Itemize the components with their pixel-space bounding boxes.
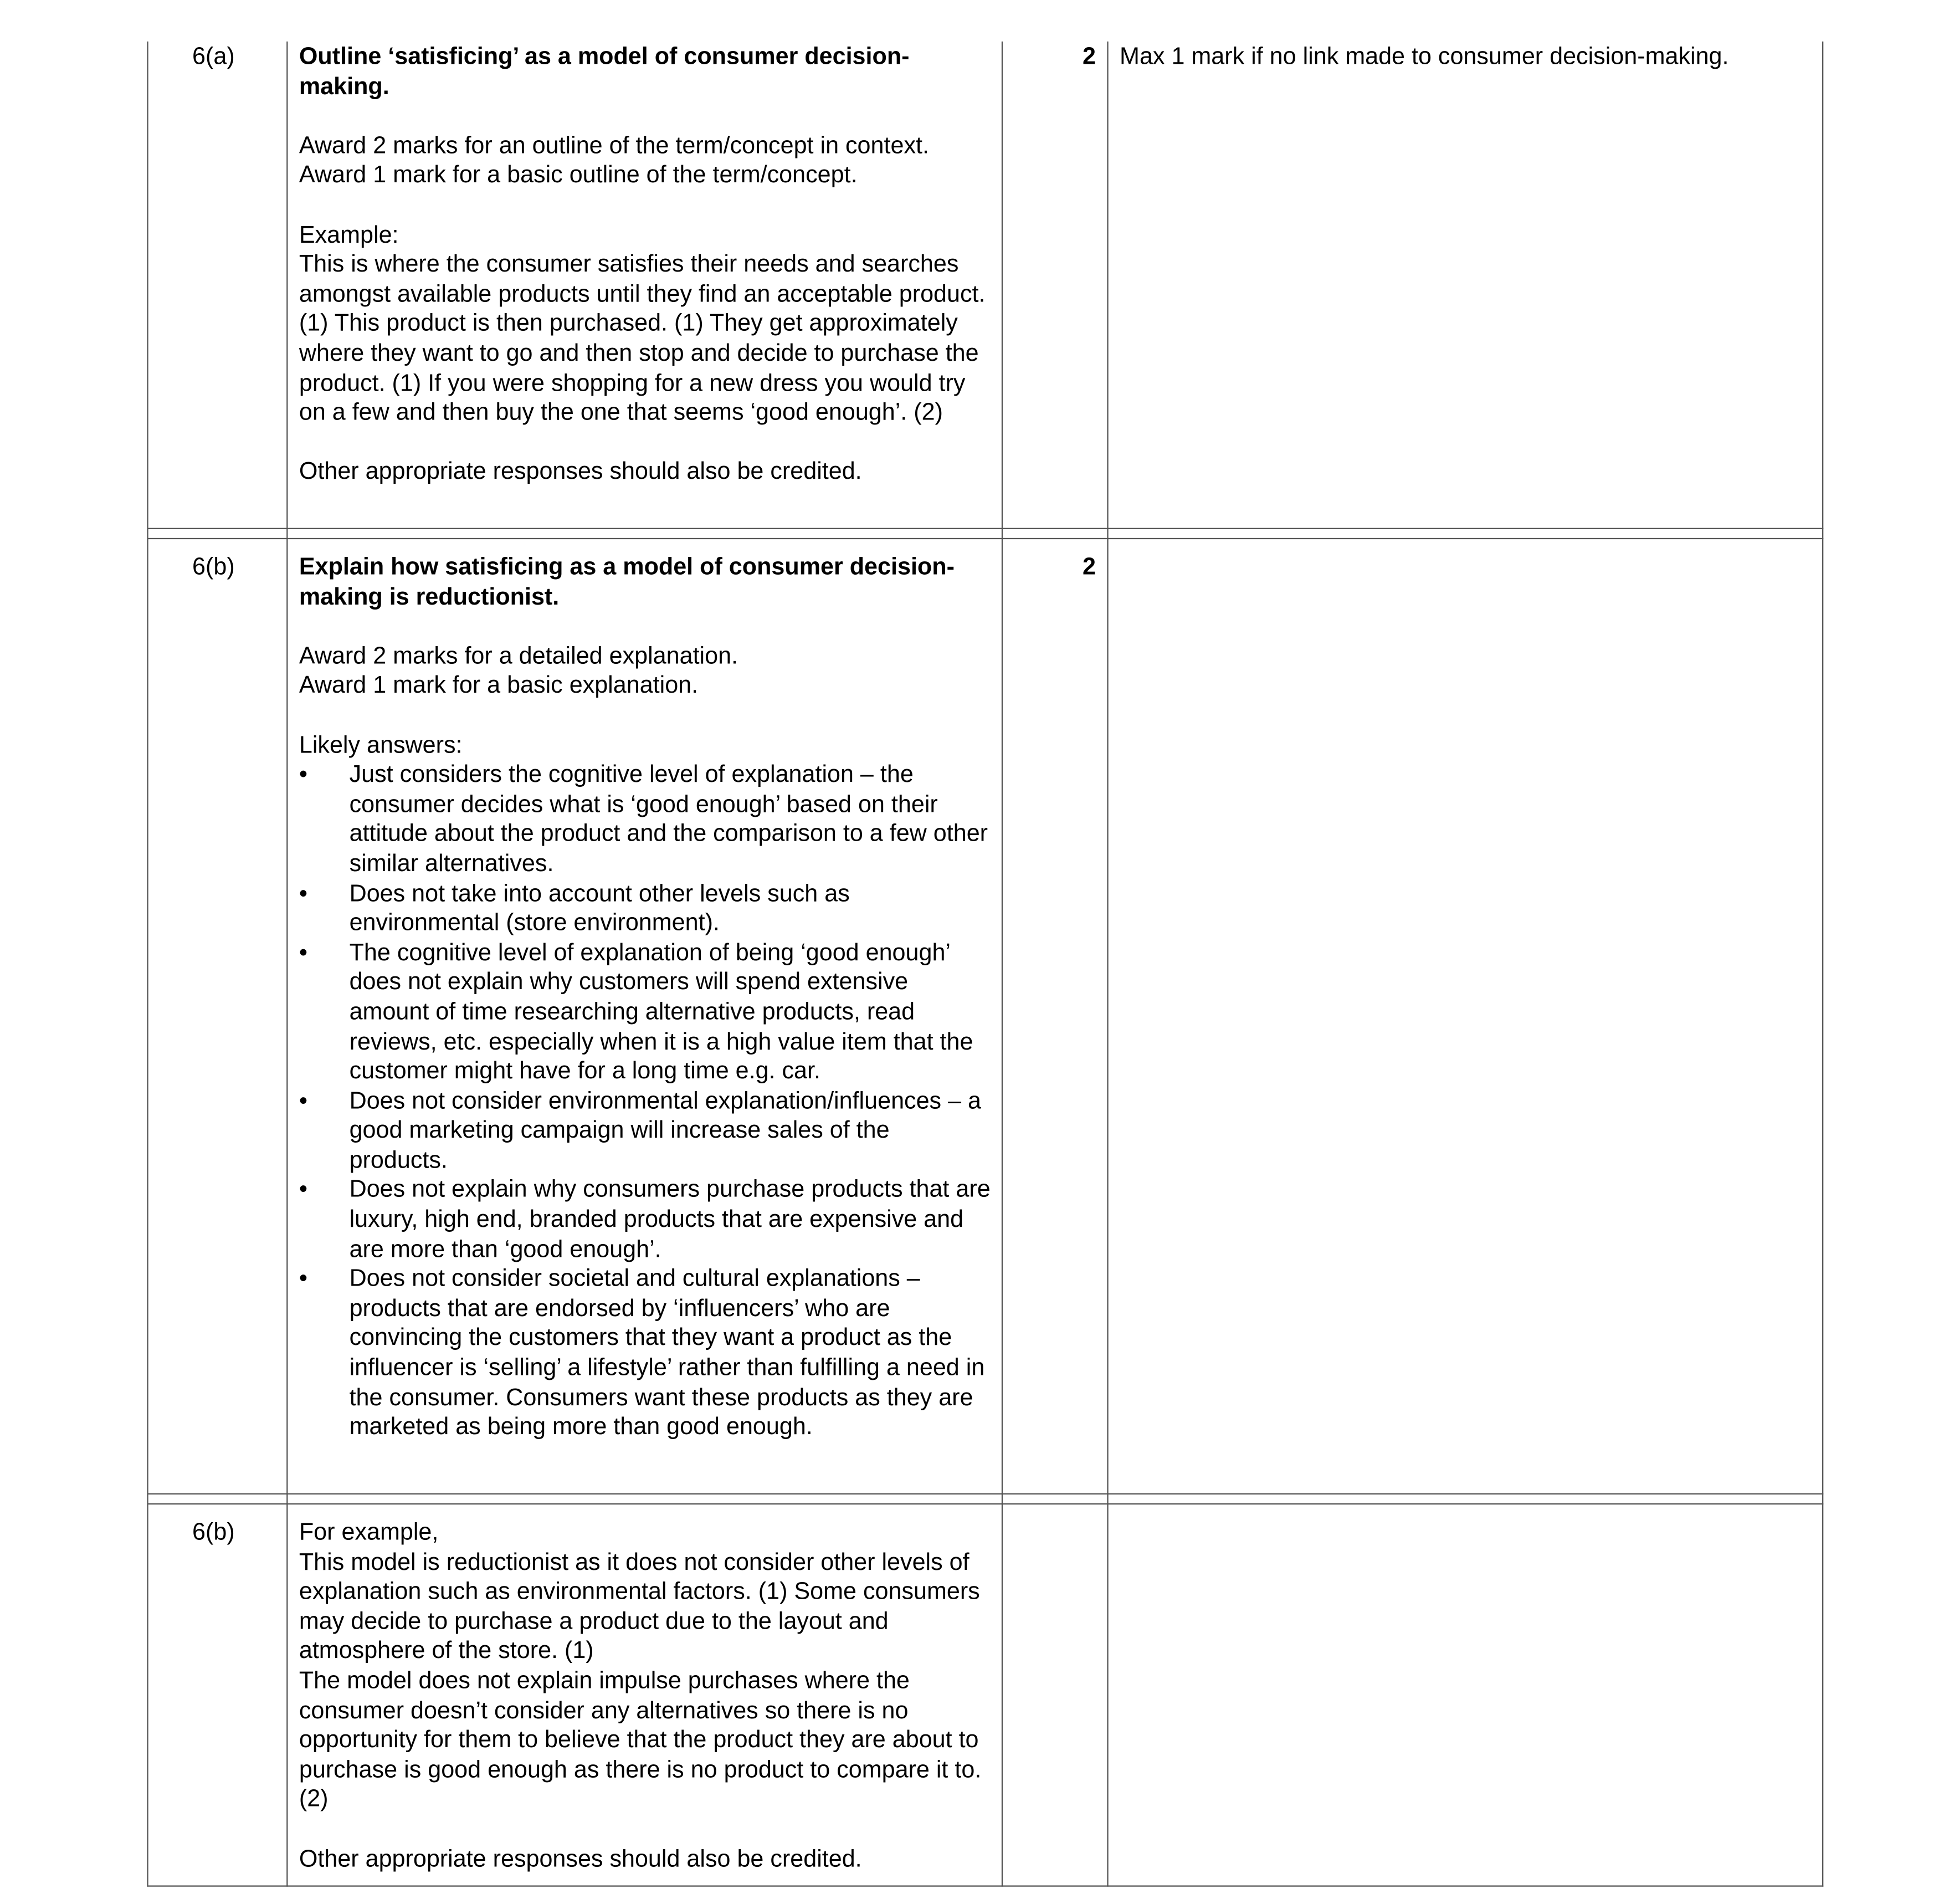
list-item: • Does not consider environmental explanation/influences – a good marketing campaign will increase sales of the products. [299, 1087, 993, 1176]
award-line: Award 1 mark for a basic explanation. [299, 673, 699, 700]
question-6b-content [299, 553, 993, 1443]
table-divider-marks [1107, 42, 1108, 1887]
list-item: • Just considers the cognitive level of explanation – the consumer decides what is ‘good enough’ based on their attitude about the product and the comparison to a few other similar alternatives. [299, 761, 993, 879]
row-divider-2b [147, 1503, 1823, 1504]
list-item: • Does not explain why consumers purchase products that are luxury, high end, branded products that are expensive and are more than ‘good enough’. [299, 1176, 993, 1265]
example-label: For example, [299, 1519, 439, 1547]
table-divider-content [1002, 42, 1003, 1887]
example-label: Example: [299, 222, 399, 249]
list-item: • Does not take into account other levels such as environmental (store environment). [299, 879, 993, 939]
marks-6b: 2 [1082, 554, 1096, 581]
guidance-6a: Max 1 mark if no link made to consumer decision-making. [1120, 44, 1729, 71]
example-text: This is where the consumer satisfies their needs and searches amongst available products until they find an acceptable product. (1) This product is then purchased. (1) They get approximately where they want to go and then stop and decide to purchase the product. (1) If you were shopping for a new dress you would try on a few and then buy the one that seems ‘good enough’. (2) [299, 252, 986, 427]
row-divider-2a [147, 1493, 1823, 1494]
list-item: • Does not consider societal and cultural explanations – products that are endorsed by ‘influencers’ who are convincing the customers that they want a product as the influencer is ‘selling’ a lifestyle’ rather than fulfilling a need in the consumer. Consumers want these products as they are marketed as being more than good enough. [299, 1265, 993, 1442]
award-line: Award 2 marks for a detailed explanation. [299, 643, 738, 670]
table-border-right [1822, 42, 1823, 1887]
question-6a-content [299, 43, 993, 488]
table-divider-question [286, 42, 288, 1887]
award-line: Award 1 mark for a basic outline of the term/concept. [299, 162, 858, 190]
question-number-6b-continued: 6(b) [192, 1519, 235, 1547]
award-line: Award 2 marks for an outline of the term/concept in context. [299, 132, 929, 160]
likely-answers-list [299, 761, 993, 1443]
likely-answers-label: Likely answers: [299, 732, 463, 759]
question-number-6a: 6(a) [192, 44, 235, 71]
question-6b-heading: Explain how satisficing as a model of consumer decision-making is reductionist. [299, 554, 955, 611]
question-6b-continued-content [299, 1518, 993, 1874]
credit-note: Other appropriate responses should also be credited. [299, 459, 862, 486]
question-6a-heading: Outline ‘satisficing’ as a model of consumer decision-making. [299, 44, 910, 100]
example-paragraph: This model is reductionist as it does not consider other levels of explanation such as environmental factors. (1) Some consumers may decide to purchase a product due to the layout and atmosphere of the store. (1) [299, 1549, 980, 1665]
table-border-left [147, 42, 148, 1887]
table-border-bottom [147, 1885, 1823, 1886]
marks-6a: 2 [1082, 44, 1096, 71]
credit-note: Other appropriate responses should also be credited. [299, 1846, 862, 1872]
row-divider-1b [147, 538, 1823, 539]
row-divider-1a [147, 528, 1823, 529]
list-item: • The cognitive level of explanation of being ‘good enough’ does not explain why customers will spend extensive amount of time researching alternative products, read reviews, etc. especially when it is a high value item that the customer might have for a long time e.g. car. [299, 939, 993, 1087]
example-paragraph: The model does not explain impulse purchases where the consumer doesn’t consider any alternatives so there is no opportunity for them to believe that the product they are about to purchase is good enough as there is no product to compare it to. (2) [299, 1667, 982, 1813]
question-number-6b: 6(b) [192, 554, 235, 581]
